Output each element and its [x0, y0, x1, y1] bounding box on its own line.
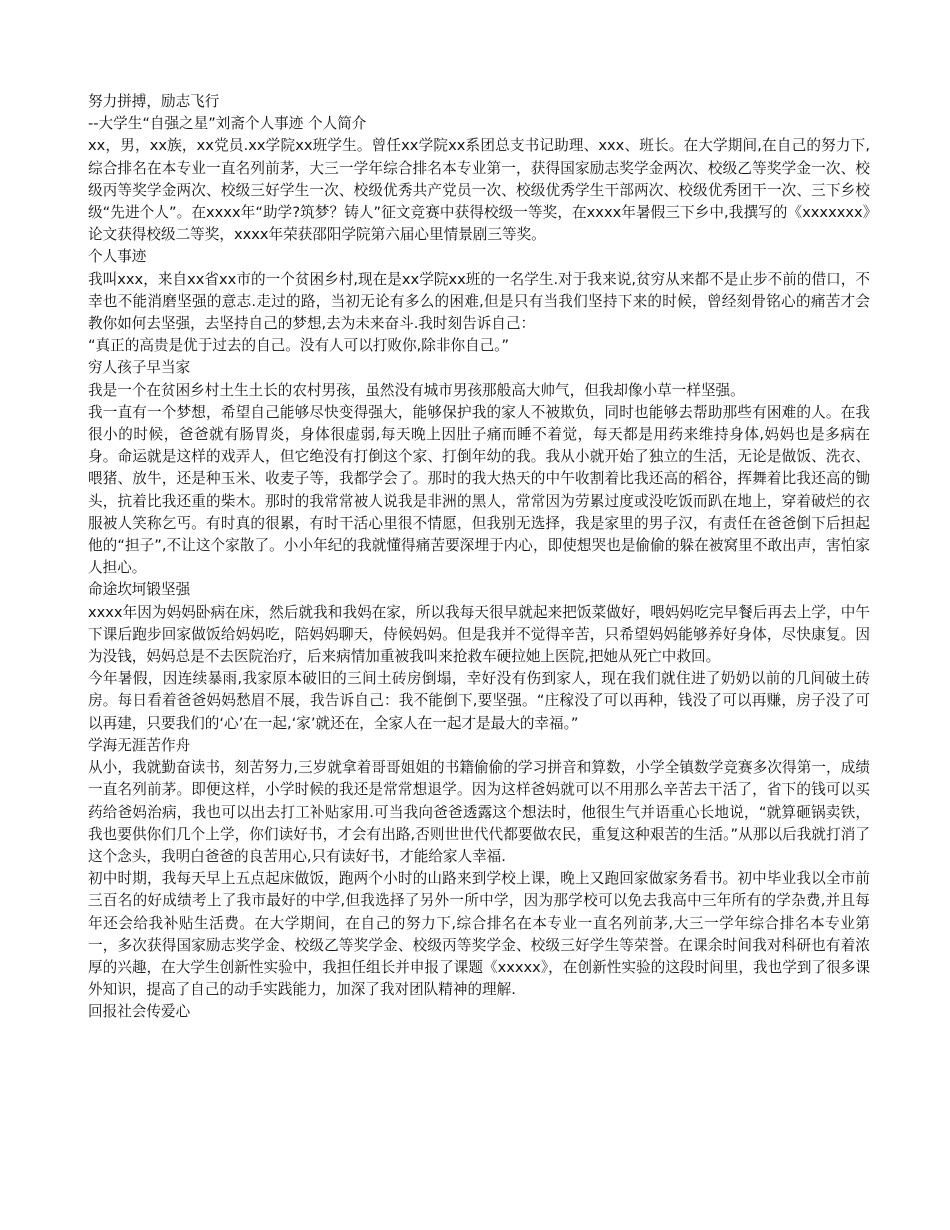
- intro-paragraph: xx，男，xx族，xx党员.xx学院xx班学生。曾任xx学院xx系团总支书记助理、xxx、班长。在大学期间,在自己的努力下,综合排名在本专业一直名列前茅，大三一学年综合排名本专业第一，获得国家励志奖学金两次、校级乙等奖学金一次、校级丙等奖学金两次、校级三好学生一次、校级优秀共产党员一次、校级优秀学生干部两次、校级优秀团干一次、三下乡校级“先进个人”。在xxxx年“助学?筑梦？铸人”征文竞赛中获得校级一等奖，在xxxx年暑假三下乡中,我撰写的《xxxxxxx》论文获得校级二等奖，xxxx年荣获邵阳学院第六届心里情景剧三等奖。: [88, 137, 870, 244]
- deeds-quote: “真正的高贵是优于过去的自己。没有人可以打败你,除非你自己。”: [88, 337, 510, 355]
- paragraph: 我是一个在贫困乡村土生土长的农村男孩，虽然没有城市男孩那般高大帅气，但我却像小草一样坚强。: [88, 381, 745, 399]
- section-heading: 学海无涯苦作舟: [88, 736, 191, 754]
- paragraph: 我一直有一个梦想，希望自己能够尽快变得强大，能够保护我的家人不被欺负，同时也能够去帮助那些有困难的人。在我很小的时候，爸爸就有肠胃炎，身体很虚弱,每天晚上因肚子痛而睡不着觉，每天都是用药来维持身体,妈妈也是多病在身。命运就是这样的戏弄人，但它绝没有打倒这个家、打倒年幼的我。我从小就开始了独立的生活，无论是做饭、洗衣、喂猪、放牛，还是种玉米、收麦子等，我都学会了。那时的我大热天的中午收割着比我还高的稻谷，挥舞着比我还高的锄头，抗着比我还重的柴木。那时的我常常被人说我是非洲的黑人，常常因为劳累过度或没吃饭而趴在地上，穿着破烂的衣服被人笑称乞丐。有时真的很累，有时干活心里很不情愿，但我别无选择，我是家里的男子汉，有责任在爸爸倒下后担起他的“担子”,不让这个家散了。小小年纪的我就懂得痛苦要深埋于内心，即使想哭也是偷偷的躲在被窝里不敢出声，害怕家人担心。: [88, 403, 870, 577]
- paragraph: 今年暑假，因连续暴雨,我家原本破旧的三间土砖房倒塌，幸好没有伤到家人，现在我们就住进了奶奶以前的几间破土砖房。每日看着爸爸妈妈愁眉不展，我告诉自己：我不能倒下,要坚强。“庄稼没了可以再种，钱没了可以再赚，房子没了可以再建，只要我们的‘心’在一起,‘家’就还在，全家人在一起才是最大的幸福。”: [88, 670, 870, 732]
- section-heading: 穷人孩子早当家: [88, 359, 191, 377]
- paragraph: 初中时期，我每天早上五点起床做饭，跑两个小时的山路来到学校上课，晚上又跑回家做家务看书。初中毕业我以全市前三百名的好成绩考上了我市最好的中学,但我选择了另外一所中学，因为那学校可以免去我高中三年所有的学杂费,并且每年还会给我补贴生活费。在大学期间，在自己的努力下,综合排名在本专业一直名列前茅,大三一学年综合排名本专业第一，多次获得国家励志奖学金、校级乙等奖学金、校级丙等奖学金、校级三好学生等荣誉。在课余时间我对科研也有着浓厚的兴趣，在大学生创新性实验中，我担任组长并申报了课题《xxxxx》，在创新性实验的这段时间里，我也学到了很多课外知识，提高了自己的动手实践能力，加深了我对团队精神的理解.: [88, 870, 870, 999]
- document-body: [88, 91, 870, 1024]
- document-title: 努力拼搏，励志飞行: [88, 93, 220, 110]
- paragraph: 从小，我就勤奋读书，刻苦努力,三岁就拿着哥哥姐姐的书籍偷偷的学习拼音和算数，小学全镇数学竞赛多次得第一，成绩一直名列前茅。即便这样，小学时候的我还是常常想退学。因为这样爸妈就可以不用那么辛苦去干活了，省下的钱可以买药给爸妈治病，我也可以出去打工补贴家用.可当我向爸爸透露这个想法时，他很生气并语重心长地说，“就算砸锅卖铁，我也要供你们几个上学，你们读好书，才会有出路,否则世世代代都要做农民，重复这种艰苦的生活。”从那以后我就打消了这个念头，我明白爸爸的良苦用心,只有读好书，才能给家人幸福.: [88, 759, 870, 865]
- document-subtitle: --大学生“自强之星”刘斋个人事迹 个人简介: [88, 115, 367, 133]
- paragraph: xxxx年因为妈妈卧病在床，然后就我和我妈在家，所以我每天很早就起来把饭菜做好，喂妈妈吃完早餐后再去上学，中午下课后跑步回家做饭给妈妈吃，陪妈妈聊天，侍候妈妈。但是我并不觉得辛苦，只希望妈妈能够养好身体，尽快康复。因为没钱，妈妈总是不去医院治疗，后来病情加重被我叫来抢救车硬拉她上医院,把她从死亡中救回。: [88, 603, 870, 666]
- section-heading: 命途坎坷锻坚强: [88, 581, 191, 599]
- section-heading-deeds: 个人事迹: [88, 248, 147, 266]
- deeds-paragraph: 我叫xxx，来自xx省xx市的一个贫困乡村,现在是xx学院xx班的一名学生.对于我来说,贫穷从来都不是止步不前的借口，不幸也不能消磨坚强的意志.走过的路，当初无论有多么的困难,但是只有当我们坚持下来的时候，曾经刻骨铭心的痛苦才会教你如何去坚强，去坚持自己的梦想,去为未来奋斗.我时刻告诉自己：: [88, 270, 870, 333]
- section-heading: 回报社会传爱心: [88, 1003, 191, 1021]
